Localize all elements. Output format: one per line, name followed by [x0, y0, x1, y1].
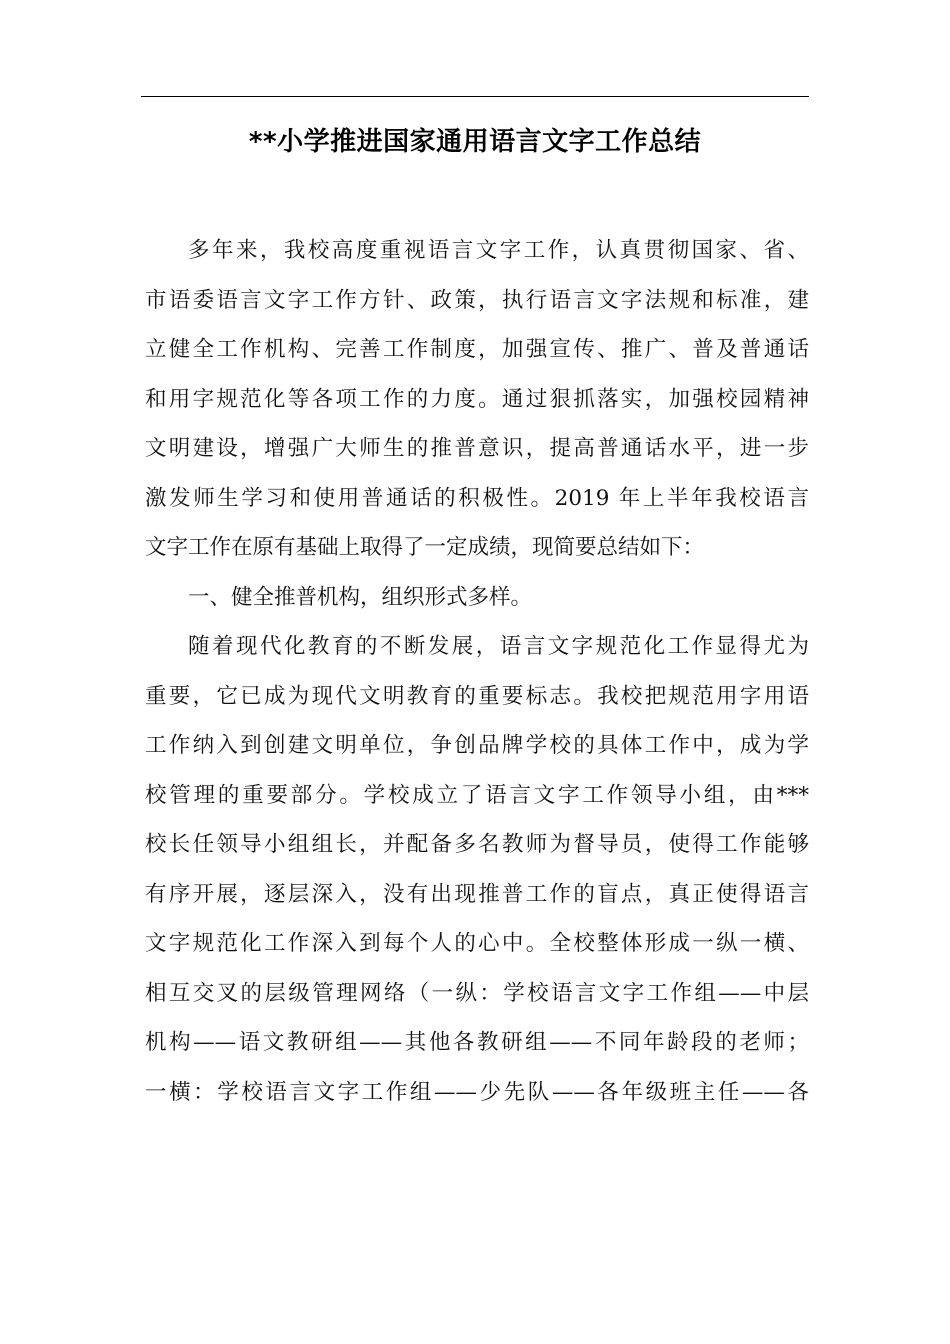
body-line: 一横：学校语言文字工作组——少先队——各年级班主任——各 [145, 1079, 809, 1105]
body-line: 一、健全推普机构，组织形式多样。 [188, 584, 533, 610]
body-line: 立健全工作机构、完善工作制度，加强宣传、推广、普及普通话 [145, 337, 809, 362]
body-line: 工作纳入到创建文明单位，争创品牌学校的具体工作中，成为学 [145, 733, 809, 758]
body-line: 市语委语言文字工作方针、政策，执行语言文字法规和标准，建 [145, 287, 809, 313]
body-line: 随着现代化教育的不断发展，语言文字规范化工作显得尤为 [188, 634, 809, 659]
body-line: 激发师生学习和使用普通话的积极性。2019 年上半年我校语言 [145, 485, 809, 511]
body-line: 校管理的重要部分。学校成立了语言文字工作领导小组，由*** [145, 782, 809, 808]
document-title: **小学推进国家通用语言文字工作总结 [248, 127, 702, 157]
body-line: 文字规范化工作深入到每个人的心中。全校整体形成一纵一横、 [145, 931, 809, 956]
body-line: 多年来，我校高度重视语言文字工作，认真贯彻国家、省、 [188, 238, 809, 263]
document-body [145, 226, 809, 1117]
body-line: 机构——语文教研组——其他各教研组——不同年龄段的老师； [145, 1030, 809, 1055]
body-line: 重要，它已成为现代文明教育的重要标志。我校把规范用字用语 [145, 683, 809, 709]
header-rule [141, 96, 809, 97]
body-line: 校长任领导小组组长，并配备多名教师为督导员，使得工作能够 [145, 832, 809, 857]
body-line: 有序开展，逐层深入，没有出现推普工作的盲点，真正使得语言 [145, 881, 809, 907]
body-line: 文字工作在原有基础上取得了一定成绩，现简要总结如下： [145, 535, 705, 560]
body-line: 文明建设，增强广大师生的推普意识，提高普通话水平，进一步 [145, 436, 809, 461]
body-line: 相互交叉的层级管理网络（一纵：学校语言文字工作组——中层 [145, 980, 809, 1006]
body-line: 和用字规范化等各项工作的力度。通过狠抓落实，加强校园精神 [145, 386, 809, 412]
